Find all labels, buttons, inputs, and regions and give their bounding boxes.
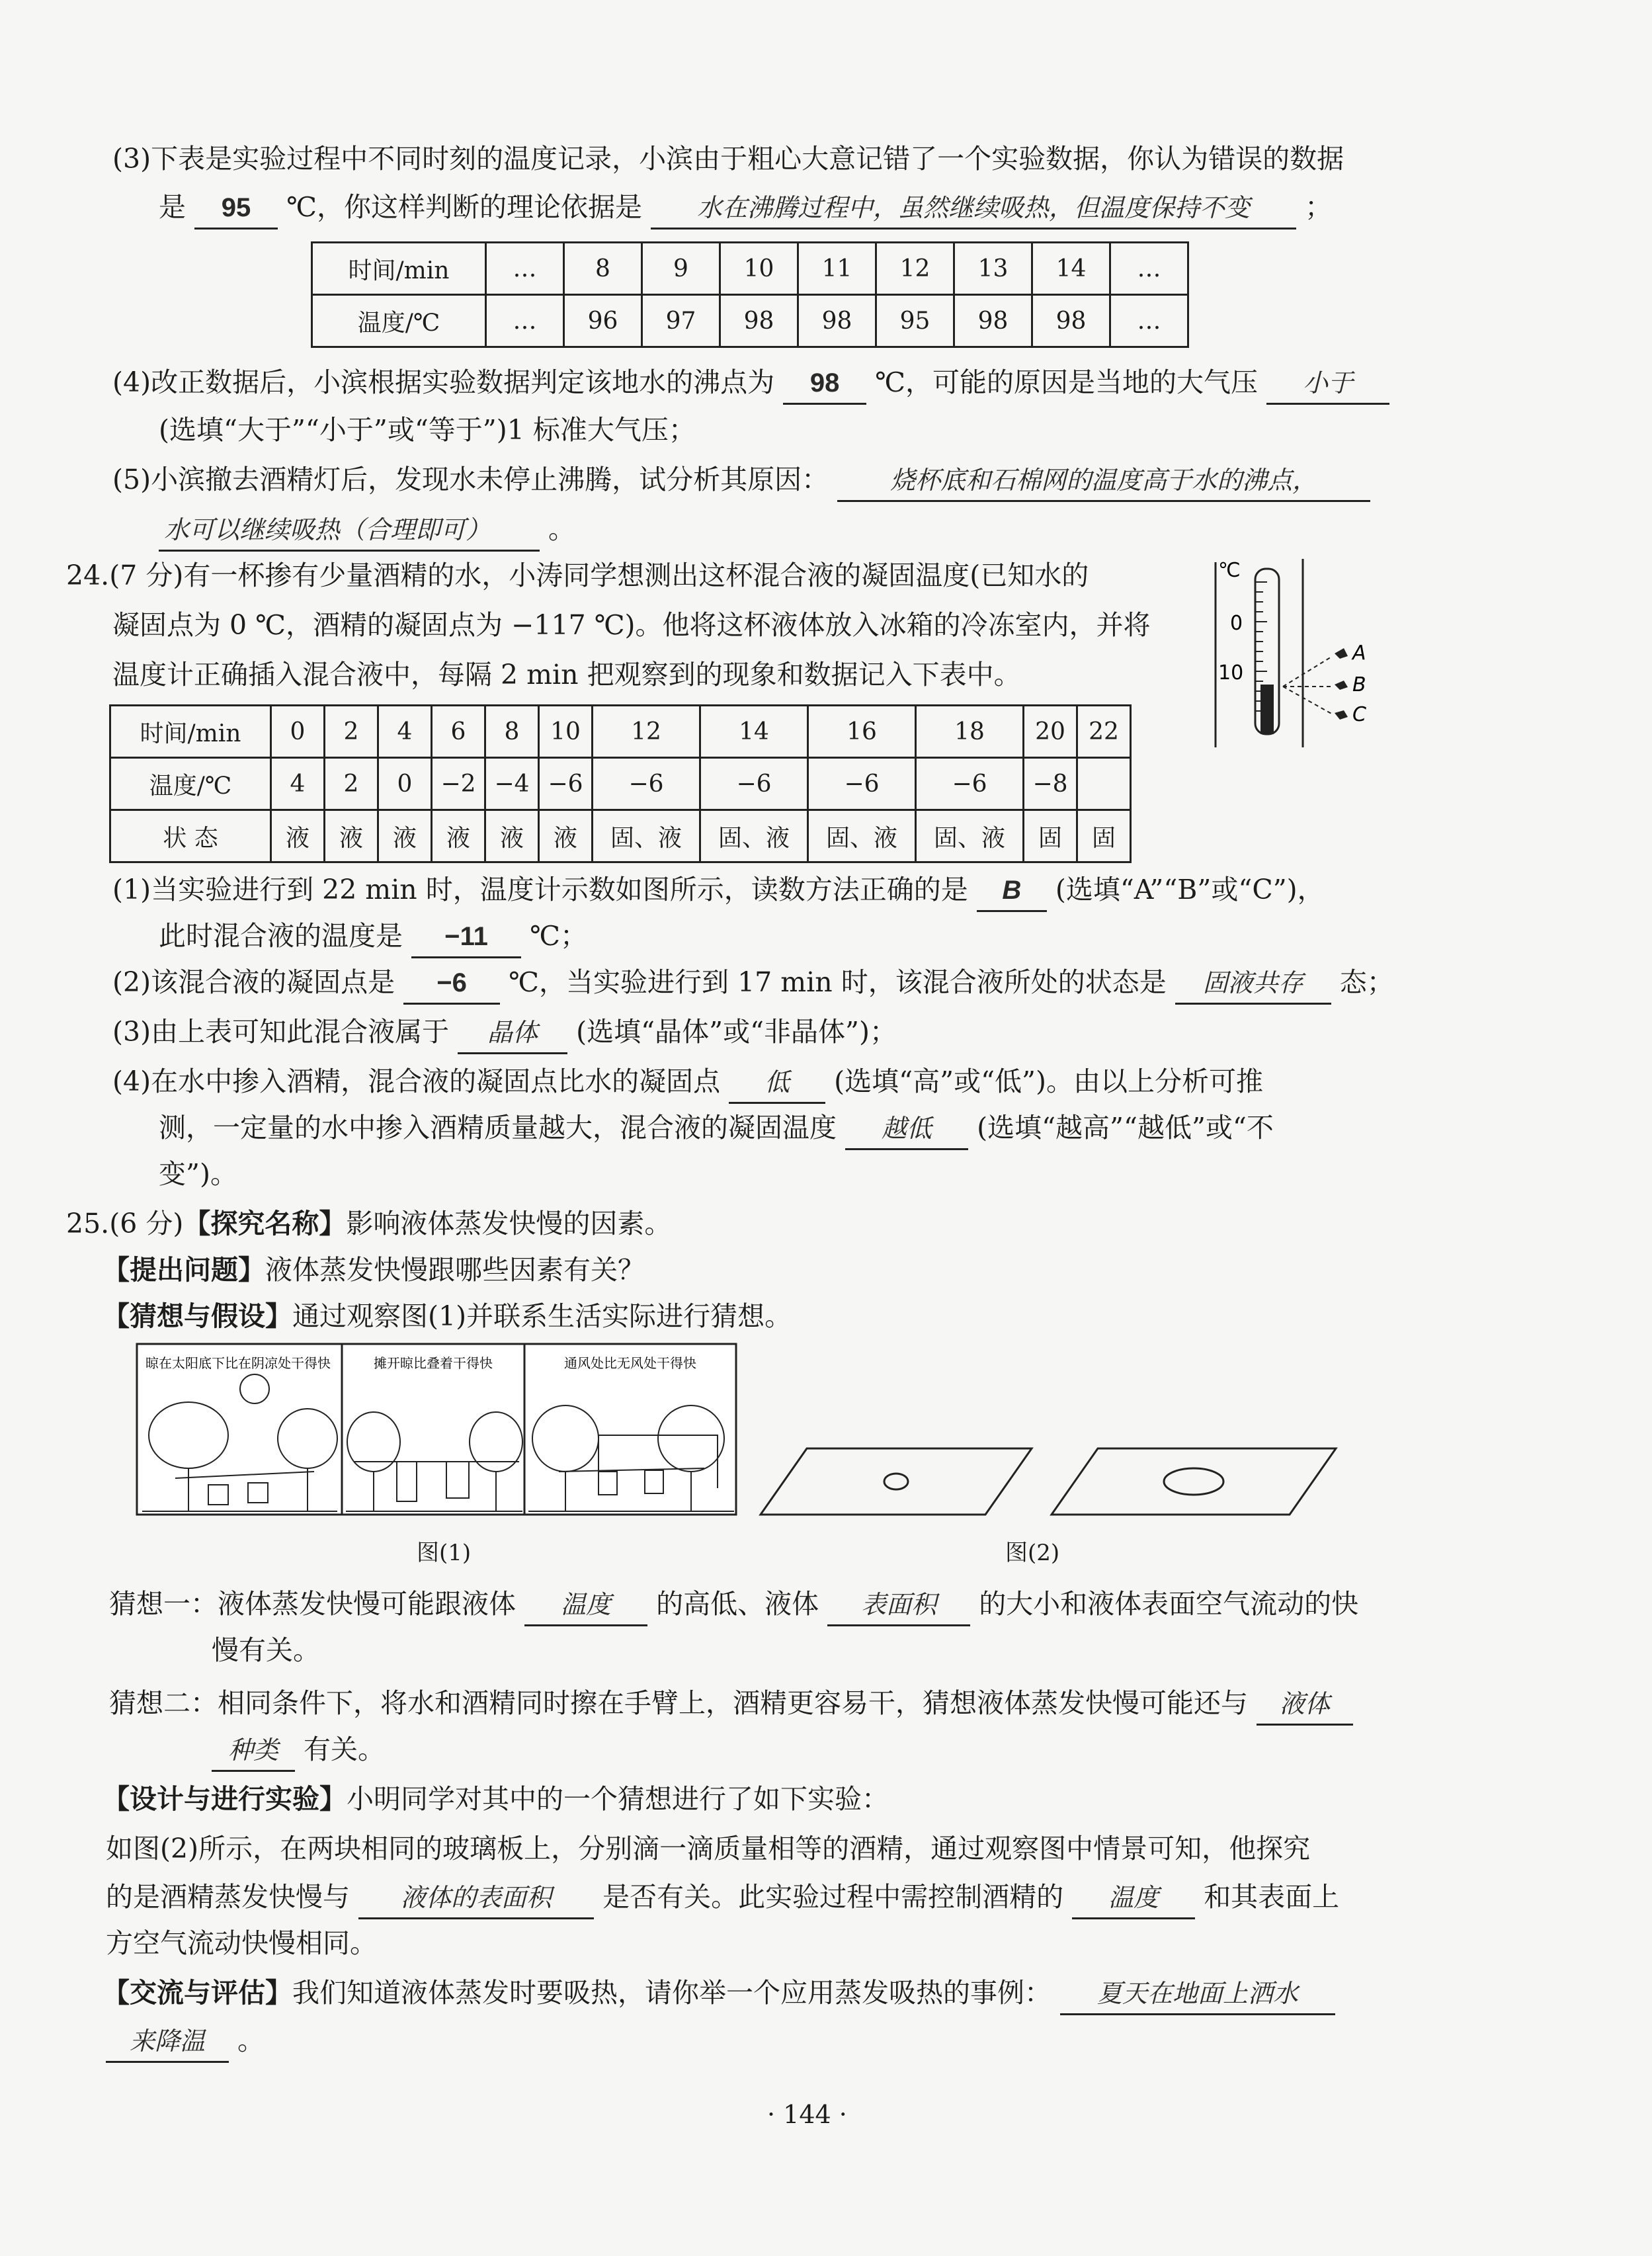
alcohol-drop-large: [1164, 1468, 1223, 1495]
answer-blank: 小于: [1266, 363, 1389, 405]
q23-p5-line1: (5)小滨撤去酒精灯后，发现水未停止沸腾，试分析其原因： 烧杯底和石棉网的温度高于水的沸点，: [112, 460, 1370, 502]
q24-line2: 凝固点为 0 ℃，酒精的凝固点为 −117 ℃)。他将这杯液体放入冰箱的冷冻室内，并将: [112, 609, 1151, 641]
svg-text:℃: ℃: [1218, 559, 1241, 582]
q24-data-table: [109, 704, 1132, 863]
q25-question-line: 【提出问题】液体蒸发快慢跟哪些因素有关？: [103, 1254, 645, 1286]
fig1-caption-2: 摊开晾比叠着干得快: [374, 1355, 493, 1371]
answer-blank: B: [977, 870, 1047, 912]
q25-guess2-line2: 种类 有关。: [212, 1730, 385, 1772]
q23-p4-line2: (选填“大于”“小于”或“等于”)1 标准大气压；: [159, 414, 696, 446]
q25-eval-line2: 来降温 。: [106, 2021, 265, 2063]
q23-p3-line2: 是 95 ℃，你这样判断的理论依据是 水在沸腾过程中，虽然继续吸热，但温度保持不变 ；: [159, 187, 1332, 230]
glass-plate: [1052, 1448, 1336, 1515]
q24-p1-line2: 此时混合液的温度是 −11 ℃；: [159, 916, 587, 958]
answer-blank: 温度: [524, 1585, 647, 1626]
q24-p2-line: (2)该混合液的凝固点是 −6 ℃，当实验进行到 17 min 时，该混合液所处的状态是 固液共存 态；: [112, 962, 1394, 1005]
svg-text:A: A: [1352, 642, 1366, 665]
q24-p3-line: (3)由上表可知此混合液属于 晶体 (选填“晶体”或“非晶体”)；: [112, 1012, 897, 1054]
answer-blank: 来降温: [106, 2021, 229, 2063]
q23-temperature-table: [311, 241, 1189, 348]
svg-text:C: C: [1352, 703, 1366, 726]
q24-line1: 24.(7 分)有一杯掺有少量酒精的水，小涛同学想测出这杯混合液的凝固温度(已知水的: [66, 560, 1089, 591]
svg-text:B: B: [1352, 673, 1366, 696]
fig1-caption-1: 晾在太阳底下比在阴凉处干得快: [145, 1355, 331, 1371]
eye-icon: [1335, 648, 1348, 720]
q23-p5-line2: 水可以继续吸热（合理即可） 。: [159, 509, 575, 552]
q25-guess-line: 【猜想与假设】通过观察图(1)并联系生活实际进行猜想。: [103, 1300, 792, 1332]
table-row: 状 态 液 液 液 液 液 液 固、液 固、液 固、液 固、液 固 固: [110, 810, 1131, 862]
q25-guess2-line1: 猜想二：相同条件下，将水和酒精同时擦在手臂上，酒精更容易干，猜想液体蒸发快慢可能还与 液体: [109, 1683, 1353, 1726]
thermometer-figure: [1204, 556, 1382, 754]
answer-blank: 低: [729, 1062, 825, 1104]
q25-design-detail-line1: 如图(2)所示，在两块相同的玻璃板上，分别滴一滴质量相等的酒精，通过观察图中情景可知，他探究: [106, 1833, 1311, 1864]
answer-blank: 表面积: [827, 1585, 970, 1626]
answer-blank: 越低: [845, 1108, 968, 1150]
fig2-label: 图(2): [1005, 1540, 1060, 1566]
q23-p3-line1: (3)下表是实验过程中不同时刻的温度记录，小滨由于粗心大意记错了一个实验数据，你认为错误的数据: [112, 143, 1344, 175]
answer-blank: 液体的表面积: [358, 1878, 594, 1919]
answer-blank: −6: [403, 963, 500, 1005]
q25-eval-line1: 【交流与评估】我们知道液体蒸发时要吸热，请你举一个应用蒸发吸热的事例： 夏天在地面上洒水: [103, 1973, 1335, 2015]
answer-blank: 液体: [1257, 1684, 1353, 1726]
glass-plate: [761, 1448, 1032, 1515]
q24-p4-line1: (4)在水中掺入酒精，混合液的凝固点比水的凝固点 低 (选填“高”或“低”)。由以上分析可推: [112, 1062, 1263, 1104]
answer-blank: 烧杯底和石棉网的温度高于水的沸点，: [837, 460, 1370, 502]
table-row: 温度/℃ 4 2 0 −2 −4 −6 −6 −6 −6 −6 −8: [110, 758, 1131, 810]
q24-p4-line3: 变”)。: [159, 1158, 237, 1190]
alcohol-drop-small: [884, 1474, 908, 1489]
svg-text:0: 0: [1230, 612, 1243, 635]
table-row: 时间/min 0 2 4 6 8 10 12 14 16 18 20 22: [110, 706, 1131, 758]
answer-blank: 98: [783, 363, 866, 405]
q23-p4-line1: (4)改正数据后，小滨根据实验数据判定该地水的沸点为 98 ℃，可能的原因是当地的大气压 小于: [112, 362, 1389, 405]
answer-blank: 晶体: [458, 1013, 567, 1054]
answer-blank: 固液共存: [1175, 963, 1331, 1005]
page-number: · 144 ·: [767, 2100, 847, 2129]
table-row: 时间/min … 8 9 10 11 12 13 14 …: [312, 243, 1188, 295]
q25-design-detail-line2: 的是酒精蒸发快慢与 液体的表面积 是否有关。此实验过程中需控制酒精的 温度 和其表面上: [106, 1877, 1339, 1919]
svg-text:10: 10: [1218, 661, 1244, 685]
q24-line3: 温度计正确插入混合液中，每隔 2 min 把观察到的现象和数据记入下表中。: [112, 659, 1021, 690]
fig1-label: 图(1): [417, 1540, 472, 1566]
figure-1-drying-scenes: [136, 1343, 737, 1518]
q25-name-line: 25.(6 分)【探究名称】影响液体蒸发快慢的因素。: [66, 1208, 672, 1239]
q25-guess1-line1: 猜想一：液体蒸发快慢可能跟液体 温度 的高低、液体 表面积 的大小和液体表面空气流动的快: [109, 1584, 1358, 1626]
answer-blank: 温度: [1072, 1878, 1195, 1919]
table-row: 温度/℃ … 96 97 98 98 95 98 98 …: [312, 295, 1188, 347]
thermometer-mercury: [1260, 685, 1274, 734]
answer-blank: 95: [194, 188, 278, 230]
answer-blank: 水可以继续吸热（合理即可）: [159, 510, 540, 552]
q25-guess1-line2: 慢有关。: [212, 1634, 320, 1666]
figure-2-glass-plates: [754, 1435, 1349, 1528]
fig1-caption-3: 通风处比无风处干得快: [564, 1355, 696, 1371]
q24-p4-line2: 测，一定量的水中掺入酒精质量越大，混合液的凝固温度 越低 (选填“越高”“越低”或“不: [159, 1108, 1274, 1150]
answer-blank: −11: [411, 917, 521, 958]
answer-blank: 夏天在地面上洒水: [1060, 1974, 1335, 2015]
q24-p1-line1: (1)当实验进行到 22 min 时，温度计示数如图所示，读数方法正确的是 B (选填“A”“B”或“C”)，: [112, 870, 1325, 912]
answer-blank: 种类: [212, 1730, 295, 1772]
q25-design-line: 【设计与进行实验】小明同学对其中的一个猜想进行了如下实验：: [103, 1783, 889, 1815]
q25-design-detail-line3: 方空气流动快慢相同。: [106, 1927, 377, 1959]
answer-blank: 水在沸腾过程中，虽然继续吸热，但温度保持不变: [651, 188, 1296, 230]
